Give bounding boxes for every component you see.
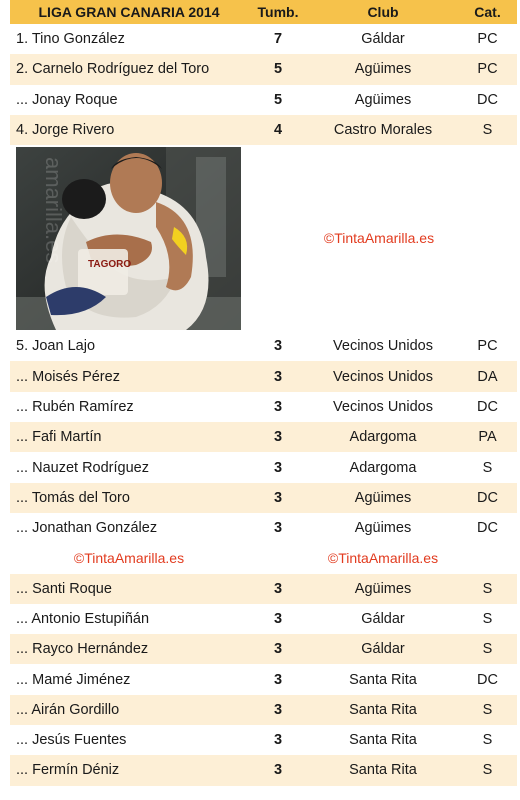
player-name: ... Mamé Jiménez [16, 671, 131, 688]
tumb-count: 3 [273, 398, 283, 415]
category: DA [477, 368, 498, 385]
table-row [10, 664, 517, 694]
club-name: Adargoma [349, 459, 417, 476]
category: S [482, 611, 493, 627]
category: DC [477, 520, 498, 537]
club-name: Adargoma [349, 429, 417, 446]
club-name: Agüimes [354, 580, 412, 597]
ranking-table [10, 0, 517, 786]
watermark-left: ©TintaAmarilla.es [73, 549, 185, 566]
tumb-count: 3 [273, 459, 283, 476]
table-row [10, 452, 517, 482]
player-name: ... Tomás del Toro [16, 489, 130, 506]
club-name: Agüimes [354, 520, 412, 537]
club-name: Santa Rita [349, 701, 417, 718]
table-row [10, 331, 517, 361]
photo-watermark: amarilla.es [41, 156, 66, 264]
header-tumb: Tumb. [257, 4, 299, 20]
category: DC [477, 671, 498, 688]
group-bottom [10, 574, 517, 786]
table-row [10, 604, 517, 634]
header-title: LIGA GRAN CANARIA 2014 [38, 4, 220, 20]
header-cat: Cat. [474, 4, 501, 20]
player-name: 1. Tino González [16, 31, 125, 48]
club-name: Agüimes [354, 489, 412, 506]
player-name: ... Antonio Estupiñán [16, 611, 150, 627]
player-name: ... Jesús Fuentes [16, 732, 127, 749]
table-row [10, 115, 517, 145]
category: PA [478, 429, 497, 446]
player-name: ... Airán Gordillo [16, 701, 120, 718]
photo-watermark-area [241, 230, 517, 246]
player-name: 2. Carnelo Rodríguez del Toro [16, 61, 210, 78]
club-name: Agüimes [354, 61, 412, 78]
table-row [10, 54, 517, 84]
category: S [482, 580, 493, 597]
category: PC [477, 31, 498, 48]
table-row [10, 392, 517, 422]
tumb-count: 3 [273, 368, 283, 385]
photo-sign-text: TAGORO [88, 258, 132, 270]
table-row [10, 483, 517, 513]
category: S [482, 459, 493, 476]
category: S [482, 122, 493, 139]
player-name: ... Jonay Roque [16, 91, 118, 108]
wrestlers-photo [16, 147, 241, 330]
player-name: ... Jonathan González [16, 520, 158, 537]
category: DC [477, 489, 498, 506]
table-header [10, 0, 517, 24]
club-name: Gáldar [361, 31, 405, 48]
club-name: Castro Morales [333, 122, 433, 139]
table-row [10, 422, 517, 452]
tumb-count: 5 [273, 91, 283, 108]
tumb-count: 3 [273, 671, 283, 688]
player-name: ... Fafi Martín [16, 429, 102, 446]
club-name: Vecinos Unidos [333, 338, 433, 355]
header-club: Club [367, 4, 399, 20]
club-name: Gáldar [361, 641, 405, 658]
category: DC [477, 91, 498, 108]
table-row [10, 24, 517, 54]
tumb-count: 3 [273, 429, 283, 446]
table-row [10, 695, 517, 725]
club-name: Santa Rita [349, 671, 417, 688]
category: PC [477, 61, 498, 78]
tumb-count: 3 [273, 580, 283, 597]
tumb-count: 4 [273, 122, 283, 139]
club-name: Gáldar [361, 611, 405, 627]
table-row [10, 574, 517, 604]
club-name: Santa Rita [349, 762, 417, 779]
category: S [482, 762, 493, 779]
player-name: ... Moisés Pérez [16, 368, 120, 385]
category: S [482, 732, 493, 749]
table-row [10, 755, 517, 785]
tumb-count: 7 [273, 31, 283, 48]
watermark-text: ©TintaAmarilla.es [323, 230, 435, 247]
wrestlers-photo-graphic [16, 147, 241, 330]
table-row [10, 85, 517, 115]
player-name: ... Santi Roque [16, 580, 112, 597]
player-name: ... Rubén Ramírez [16, 398, 134, 415]
table-row [10, 725, 517, 755]
category: S [482, 701, 493, 718]
table-row [10, 513, 517, 543]
group-top [10, 24, 517, 145]
player-name: 4. Jorge Rivero [16, 122, 115, 139]
category: S [482, 641, 493, 658]
tumb-count: 3 [273, 762, 283, 779]
photo-row [10, 145, 517, 331]
category: DC [477, 398, 498, 415]
group-middle [10, 331, 517, 543]
category: PC [477, 338, 498, 355]
tumb-count: 3 [273, 732, 283, 749]
tumb-count: 3 [273, 641, 283, 658]
club-name: Agüimes [354, 91, 412, 108]
tumb-count: 3 [273, 611, 283, 627]
player-name: ... Nauzet Rodríguez [16, 459, 149, 476]
tumb-count: 3 [273, 338, 283, 355]
tumb-count: 3 [273, 520, 283, 537]
tumb-count: 5 [273, 61, 283, 78]
player-name: ... Fermín Déniz [16, 762, 120, 779]
player-name: ... Rayco Hernández [16, 641, 149, 658]
table-row [10, 634, 517, 664]
club-name: Santa Rita [349, 732, 417, 749]
player-name: 5. Joan Lajo [16, 338, 96, 355]
club-name: Vecinos Unidos [333, 368, 433, 385]
club-name: Vecinos Unidos [333, 398, 433, 415]
tumb-count: 3 [273, 489, 283, 506]
table-row [10, 361, 517, 391]
watermark-right: ©TintaAmarilla.es [327, 549, 439, 566]
watermark-row [10, 543, 517, 573]
tumb-count: 3 [273, 701, 283, 718]
